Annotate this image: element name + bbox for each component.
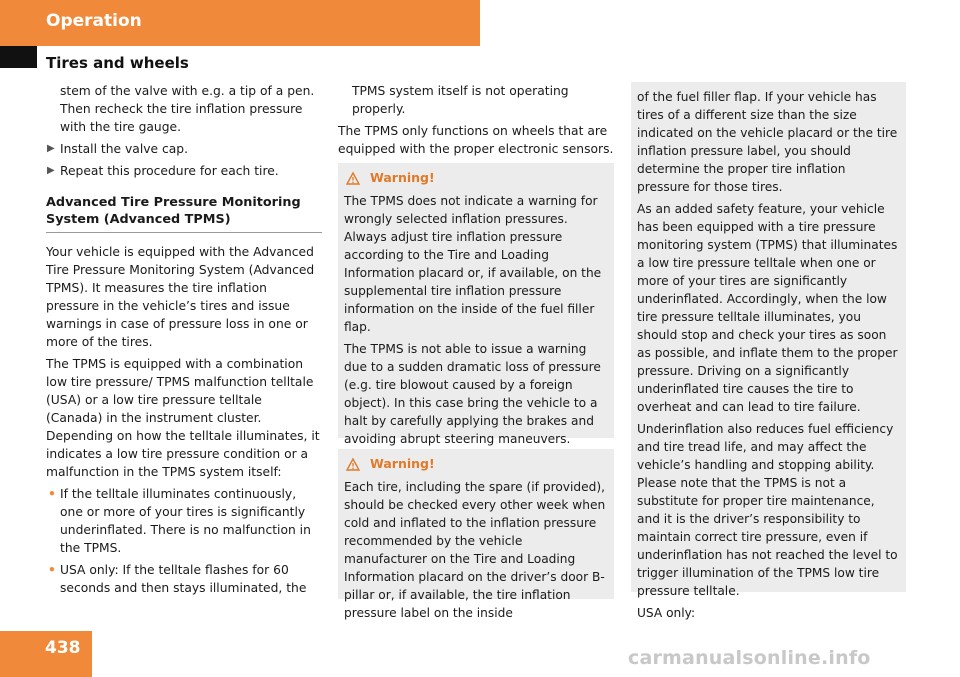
step-item: ▶ Repeat this procedure for each tire. <box>47 164 279 178</box>
paragraph: The TPMS only functions on wheels that are equipped with the proper electronic sensors. <box>338 124 614 156</box>
warning-triangle-icon <box>346 172 360 185</box>
warning-triangle-icon <box>346 458 360 471</box>
step-item: ▶ Install the valve cap. <box>47 142 189 156</box>
warning-box-continued <box>631 82 906 620</box>
page-number: 438 <box>45 638 81 658</box>
warning-box <box>338 163 614 446</box>
paragraph: The TPMS does not indicate a warning for wrongly selected inflation pressures. Always adjust tire inflation pressure according to the Tire and Loading Information placard or, if available, on the supplemental tire inflation pressure information on the inside of the fuel filler flap. <box>344 194 602 334</box>
chapter-title: Operation <box>46 11 142 31</box>
watermark: carmanualsonline.info <box>628 647 871 669</box>
column-middle <box>338 82 614 162</box>
list-item: • If the telltale illuminates continuously, one or more of your tires is significantly underinflated. There is no malfunction in the TPMS. <box>48 487 311 555</box>
paragraph: USA only: <box>637 606 696 620</box>
paragraph: Underinflation also reduces fuel efficiency and tire tread life, and may affect the vehicle’s handling and stopping ability. Please note that the TPMS is not a substitute for proper tire maintenance, and it is the driver’s responsibility to maintain correct tire pressure, even if underinflation has not reached the level to trigger illumination of the TPMS low tire pressure telltale. <box>637 422 898 598</box>
bullet-icon: • <box>48 487 56 501</box>
column-left <box>46 82 322 601</box>
arrow-icon: ▶ <box>47 143 55 154</box>
paragraph: As an added safety feature, your vehicle has been equipped with a tire pressure monitoring system (TPMS) that illuminates a low tire pressure telltale when one or more of your tires are significantly underinflated. Accordingly, when the low tire pressure telltale illuminates, you should stop and check your tires as soon as possible, and inflate them to the proper pressure. Driving on a significantly underinflated tire causes the tire to overheat and can lead to tire failure. <box>637 202 898 414</box>
warning-header: Warning! <box>344 455 608 473</box>
paragraph: The TPMS is not able to issue a warning due to a sudden dramatic loss of pressure (e.g. tire blowout caused by a foreign object). In this case bring the vehicle to a halt by carefully applying the brakes and avoiding abrupt steering maneuvers. <box>344 342 601 446</box>
section-marker <box>0 46 37 68</box>
subheading: Advanced Tire Pressure Monitoring System (Advanced TPMS) <box>46 194 322 233</box>
paragraph: Each tire, including the spare (if provided), should be checked every other week when cold and inflated to the inflation pressure recommended by the vehicle manufacturer on the Tire and Loading Information placard on the driver’s door B-pillar or, if available, the tire inflation pressure label on the inside <box>344 480 606 620</box>
paragraph: Your vehicle is equipped with the Advanced Tire Pressure Monitoring System (Advanced TPMS). It measures the tire inflation pressure in the vehicle’s tires and issue warnings in case of pressure loss in one or more of the tires. <box>46 245 315 349</box>
paragraph: stem of the valve with e.g. a tip of a pen. Then recheck the tire inflation pressure with the tire gauge. <box>60 84 315 134</box>
bullet-icon: • <box>48 563 56 577</box>
list-item: • USA only: If the telltale flashes for 60 seconds and then stays illuminated, the <box>48 563 307 595</box>
section-title: Tires and wheels <box>46 54 189 72</box>
paragraph: TPMS system itself is not operating properly. <box>352 84 569 116</box>
warning-box <box>338 449 614 620</box>
paragraph: of the fuel filler flap. If your vehicle has tires of a different size than the size indicated on the vehicle placard or the tire inflation pressure label, you should determine the proper tire inflation pressure for those tires. <box>637 90 898 194</box>
arrow-icon: ▶ <box>47 165 55 176</box>
paragraph: The TPMS is equipped with a combination low tire pressure/ TPMS malfunction telltale (USA) or a low tire pressure telltale (Canada) in the instrument cluster. Depending on how the telltale illuminates, it indicates a low tire pressure condition or a malfunction in the TPMS system itself: <box>46 357 320 479</box>
warning-header: Warning! <box>344 169 608 187</box>
